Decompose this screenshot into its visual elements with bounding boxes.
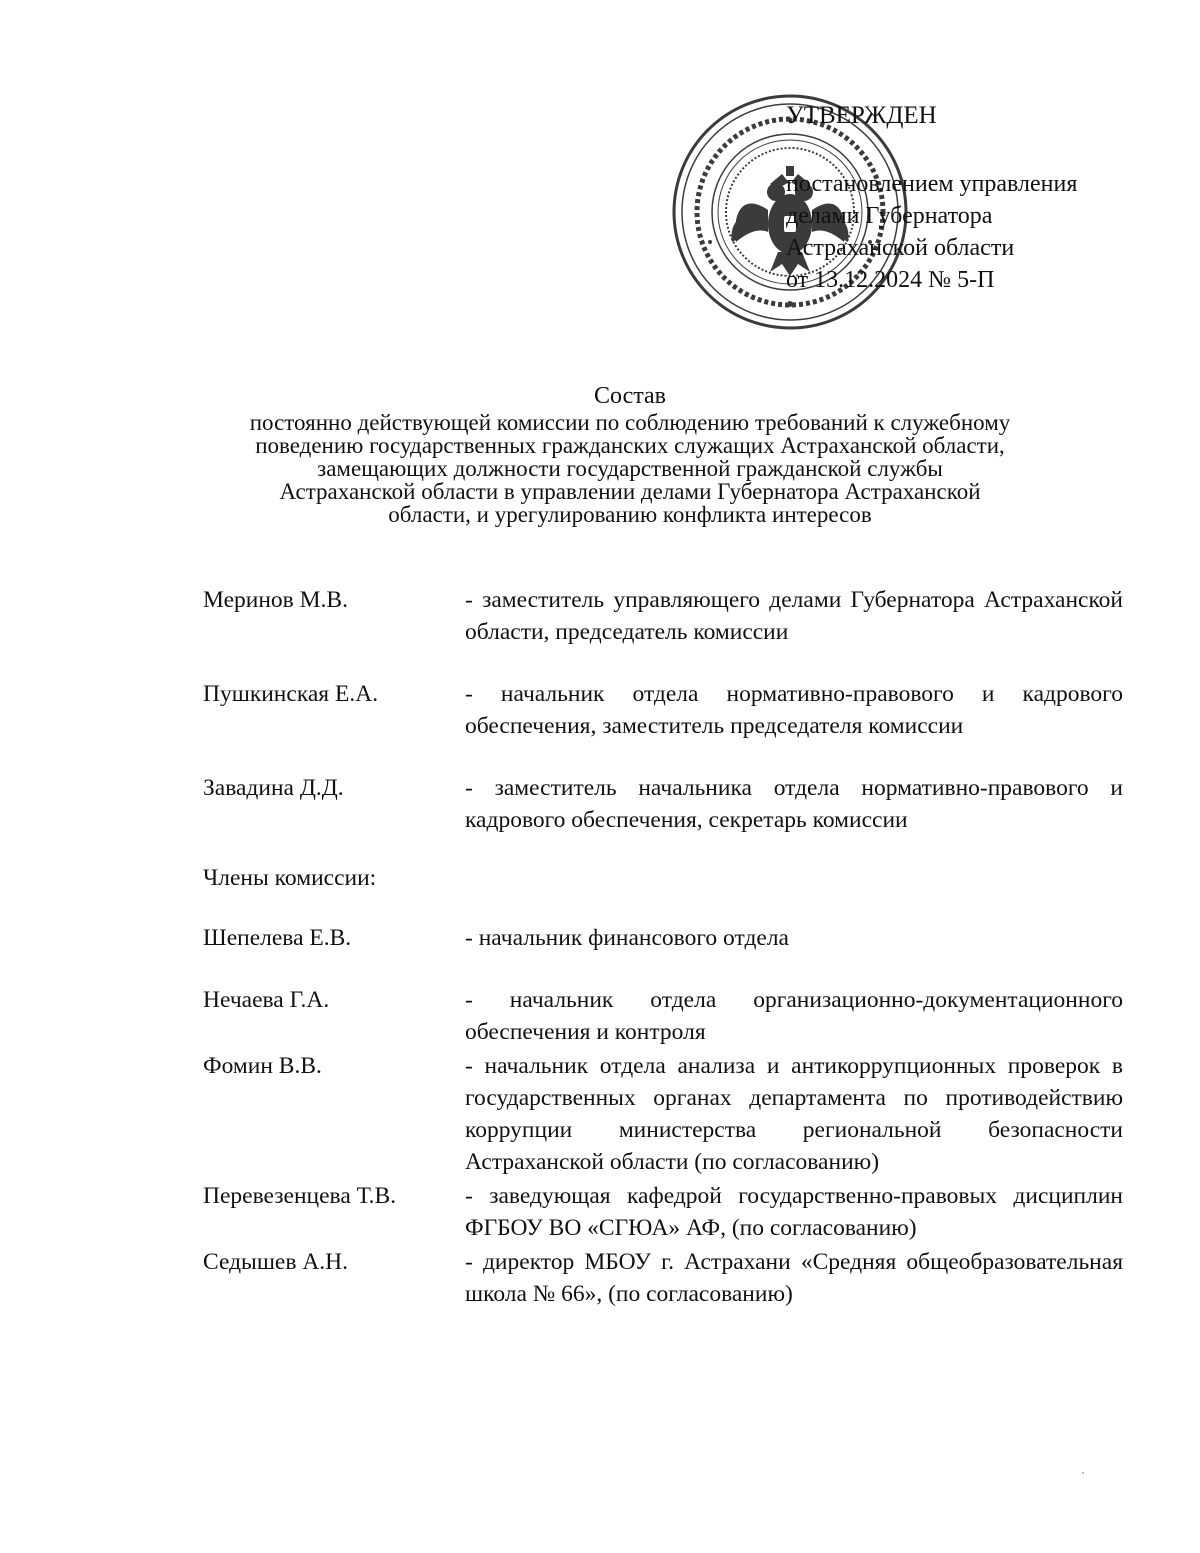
member-role: - заведующая кафедрой государственно-правовых дисциплин ФГБОУ ВО «СГЮА» АФ, (по согласованию) — [465, 1183, 1123, 1241]
approved-label: УТВЕРЖДЕН — [786, 102, 937, 129]
member-row — [203, 922, 1123, 954]
scan-speck — [1082, 1472, 1084, 1474]
members-heading: Члены комиссии: — [203, 865, 377, 891]
approval-line-2: делами Губернатора — [786, 203, 993, 229]
member-name: Нечаева Г.А. — [203, 987, 330, 1013]
member-name: Пушкинская Е.А. — [203, 681, 379, 707]
title-line-4: Астраханской области в управлении делами Губернатора Астраханской — [279, 479, 981, 504]
member-row — [203, 984, 1123, 1048]
member-name: Шепелева Е.В. — [203, 925, 352, 951]
member-row — [203, 584, 1123, 648]
member-role: - заместитель начальника отдела нормативно-правового и кадрового обеспечения, секретарь комиссии — [465, 775, 1123, 833]
member-role: - заместитель управляющего делами Губернатора Астраханской области, председатель комиссии — [465, 587, 1123, 645]
title-line-3: замещающих должности государственной гражданской службы — [317, 456, 943, 481]
member-row — [203, 1050, 1123, 1178]
approval-line-1: постановлением управления — [786, 171, 1078, 197]
title-line-2: поведению государственных гражданских служащих Астраханской области, — [255, 433, 1005, 458]
member-name: Перевезенцева Т.В. — [203, 1183, 397, 1209]
member-row — [203, 1246, 1123, 1310]
member-row — [203, 772, 1123, 836]
member-name: Меринов М.В. — [203, 587, 348, 613]
title-line-5: области, и урегулированию конфликта интересов — [388, 502, 872, 527]
member-row — [203, 678, 1123, 742]
approval-block — [786, 100, 1146, 296]
member-name: Фомин В.В. — [203, 1053, 322, 1079]
member-role: - начальник отдела организационно-документационного обеспечения и контроля — [465, 987, 1123, 1045]
approval-line-3: Астраханской области — [786, 235, 1015, 261]
member-role: - начальник отдела нормативно-правового и кадрового обеспечения, заместитель председателя комиссии — [465, 681, 1123, 739]
member-name: Завадина Д.Д. — [203, 775, 344, 801]
member-role: - начальник финансового отдела — [465, 925, 789, 951]
document-title — [180, 383, 1080, 526]
commission-members — [203, 584, 1123, 1310]
member-role: - начальник отдела анализа и антикоррупционных проверок в государственных органах департамента по противодействию коррупции министерства региональной безопасности Астраханской области (по согласованию) — [465, 1053, 1123, 1175]
member-role: - директор МБОУ г. Астрахани «Средняя общеобразовательная школа № 66», (по согласованию) — [465, 1249, 1123, 1307]
member-row — [203, 1180, 1123, 1244]
member-name: Седышев А.Н. — [203, 1249, 349, 1275]
title-line-1: постоянно действующей комиссии по соблюдению требований к служебному — [249, 410, 1011, 435]
approval-date-number: от 13.12.2024 № 5-П — [786, 267, 995, 293]
title-heading: Состав — [593, 383, 667, 409]
